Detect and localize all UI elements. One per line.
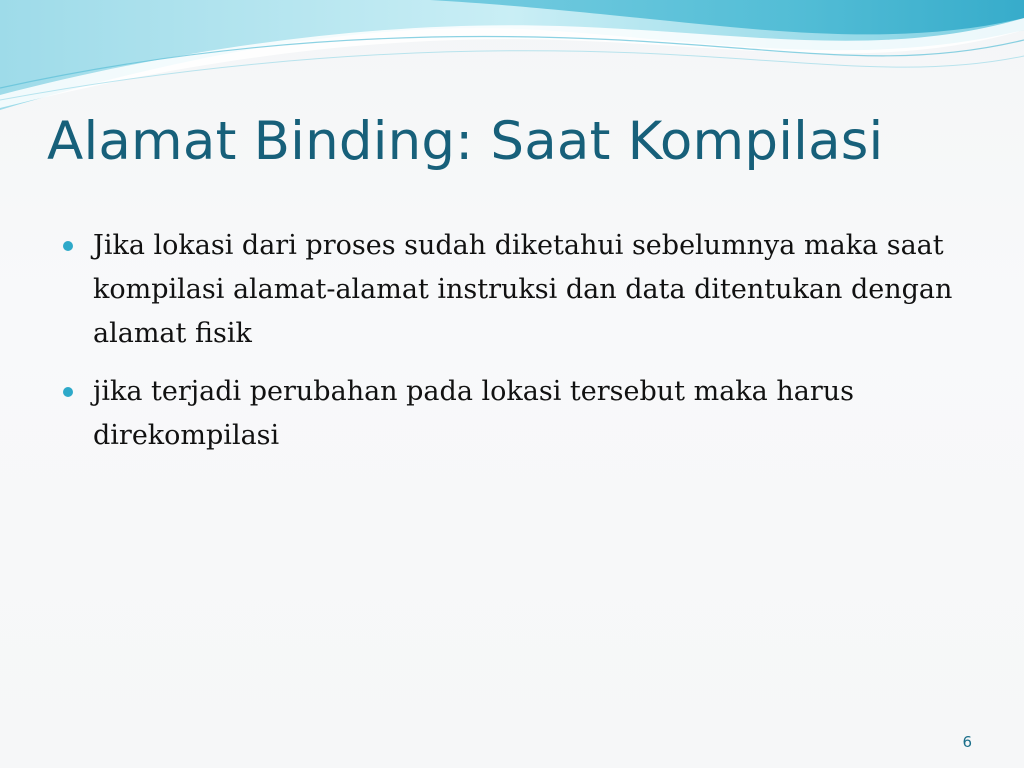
bullet-list (60, 224, 960, 472)
slide-title: Alamat Binding: Saat Kompilasi (47, 111, 884, 172)
bullet-dot-icon (63, 387, 73, 397)
bullet-item (60, 224, 960, 356)
page-number: 6 (962, 733, 972, 751)
bullet-text: Jika lokasi dari proses sudah diketahui sebelumnya maka saat kompilasi alamat-alamat instruksi dan data ditentukan dengan alamat fisik (93, 230, 953, 349)
bullet-dot-icon (63, 241, 73, 251)
bullet-text: jika terjadi perubahan pada lokasi tersebut maka harus direkompilasi (93, 376, 854, 451)
bullet-item (60, 370, 960, 458)
wave-header-decoration (0, 0, 1024, 120)
